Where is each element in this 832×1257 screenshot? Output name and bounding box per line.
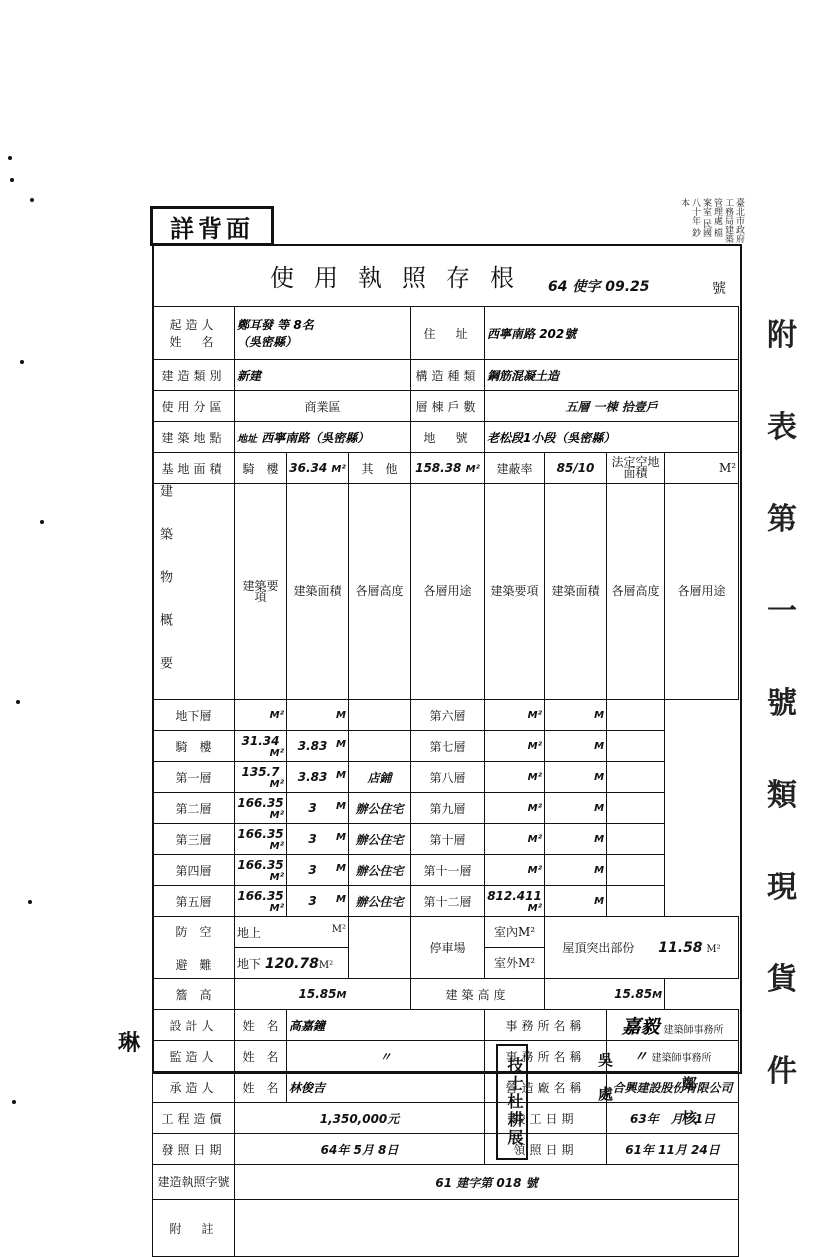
permit-row [153, 1165, 739, 1200]
site-lot-value: 老松段1小段（吳密縣） [485, 422, 739, 453]
parking-label [349, 917, 411, 979]
floor-row [153, 762, 739, 793]
area-row [153, 453, 739, 484]
right-margin-text [752, 290, 812, 1089]
cost-value: 1,350,000元 [235, 1103, 485, 1134]
floor-row [153, 700, 739, 731]
legal-open-value: M² [665, 453, 739, 484]
designer-label: 設計人 [153, 1010, 235, 1041]
coverage-value: 85/10 [545, 453, 607, 484]
scan-speck [8, 156, 12, 160]
col-item-left: 建築要項 [235, 484, 287, 700]
shelter-above: 地上 M² [235, 917, 349, 948]
floor-row [153, 824, 739, 855]
structure-label: 構造種類 [411, 360, 485, 391]
owner-row [153, 307, 739, 360]
eave-row [153, 979, 739, 1010]
floor-name: 第十一層 [411, 855, 485, 886]
cost-row [153, 1103, 739, 1134]
floor-row [153, 731, 739, 762]
zone-value: 商業區 [235, 391, 411, 422]
supervisor-row [153, 1041, 739, 1072]
parking-outdoor: 室外M² [485, 948, 545, 979]
scan-speck [10, 178, 14, 182]
designer-name-label: 姓 名 [235, 1010, 287, 1041]
contractor-label: 承造人 [153, 1072, 235, 1103]
other-value: 158.38 M² [411, 453, 485, 484]
floor-name: 第一層 [153, 762, 235, 793]
area-label: 基地面積 [153, 453, 235, 484]
floor-row [153, 886, 739, 917]
floor-height: 3.83 M [287, 731, 349, 762]
bldg-height-label: 建築高度 [411, 979, 545, 1010]
license-form-table [152, 306, 739, 1257]
supervisor-name-label: 姓 名 [235, 1041, 287, 1072]
floor-height: M [545, 731, 607, 762]
issue-row [153, 1134, 739, 1165]
supervisor-office-label: 事務所名稱 [485, 1041, 607, 1072]
floor-use [607, 886, 665, 917]
floors-label: 層棟戶數 [411, 391, 485, 422]
archive-stamp: 臺北市政府工務局建築管理處 檔案室 民國八十年 鈔本 [679, 198, 744, 243]
shelter-label: 防 空 避 難 [153, 917, 235, 979]
floor-height: 3 M [287, 793, 349, 824]
legal-open-label: 法定空地面積 [607, 453, 665, 484]
issue-value: 64年 5月 8日 [235, 1134, 485, 1165]
floor-height: 3.83 M [287, 762, 349, 793]
floor-area: M² [485, 762, 545, 793]
floor-area: M² [235, 700, 287, 731]
shelter-below: 地下 120.78M² [235, 948, 349, 979]
floor-height: M [545, 762, 607, 793]
eave-value: 15.85M [235, 979, 411, 1010]
scan-speck [28, 900, 32, 904]
floor-area: M² [485, 824, 545, 855]
floors-value: 五層 一棟 拾壹戶 [485, 391, 739, 422]
floor-name: 第六層 [411, 700, 485, 731]
col-height-right: 各層高度 [607, 484, 665, 700]
floor-use [607, 700, 665, 731]
scan-speck [40, 520, 44, 524]
zone-label: 使用分區 [153, 391, 235, 422]
supervisor-label: 監造人 [153, 1041, 235, 1072]
shelter-row [153, 917, 739, 948]
floor-rows [153, 700, 739, 917]
col-area-right: 建築面積 [545, 484, 607, 700]
zone-row [153, 391, 739, 422]
reviewer-stamp: 鄭 核 [680, 1076, 698, 1127]
other-label: 其 他 [349, 453, 411, 484]
technician-stamp: 技士杜耕展 [496, 1044, 528, 1160]
owner-value: 鄭耳發 等 8名 （吳密縣） [235, 307, 411, 360]
scan-speck [12, 1100, 16, 1104]
floor-area: 166.35 M² [235, 793, 287, 824]
col-height-left: 各層高度 [349, 484, 411, 700]
site-address-value: 地址 西寧南路（吳密縣） [235, 422, 411, 453]
floor-use [607, 793, 665, 824]
arcade-value: 36.34 M² [287, 453, 349, 484]
roof-cell: 屋頂突出部份 11.58 M² [545, 917, 739, 979]
floor-area: 166.35 M² [235, 855, 287, 886]
floor-name: 第十層 [411, 824, 485, 855]
floor-use: 辦公住宅 [349, 793, 411, 824]
receive-value: 61年 11月 24日 [607, 1134, 739, 1165]
designer-value: 高嘉鐘 [287, 1010, 485, 1041]
office-value: 嘉毅 建築師事務所 [607, 1010, 739, 1041]
col-use-right: 各層用途 [665, 484, 739, 700]
category-row [153, 360, 739, 391]
owner-label: 起造人 姓 名 [153, 307, 235, 360]
floor-use [607, 762, 665, 793]
floor-use [607, 855, 665, 886]
remark-value [235, 1200, 739, 1257]
col-area-left: 建築面積 [287, 484, 349, 700]
scan-speck [16, 700, 20, 704]
floor-name: 第八層 [411, 762, 485, 793]
floor-name: 第二層 [153, 793, 235, 824]
issue-label: 發照日期 [153, 1134, 235, 1165]
completion-value: 63年 月 1日 [607, 1103, 739, 1134]
receive-label: 領照日期 [485, 1134, 607, 1165]
contractor-row [153, 1072, 739, 1103]
floor-name: 第九層 [411, 793, 485, 824]
floor-area: M² [485, 793, 545, 824]
floor-use [607, 731, 665, 762]
floor-area: 166.35 M² [235, 886, 287, 917]
structure-value: 鋼筋混凝土造 [485, 360, 739, 391]
license-number: 64 使字 09.25 [548, 279, 650, 295]
right-margin-chars: 附表第一號類現貨件 [767, 318, 797, 1089]
floor-name: 第十二層 [411, 886, 485, 917]
floor-name: 騎 樓 [153, 731, 235, 762]
form-title: 使用執照存根 [270, 264, 534, 292]
address-label: 住 址 [411, 307, 485, 360]
floor-height: M [545, 855, 607, 886]
coverage-label: 建蔽率 [485, 453, 545, 484]
floor-use [607, 824, 665, 855]
contractor-name-label: 姓 名 [235, 1072, 287, 1103]
floor-area: 166.35 M² [235, 824, 287, 855]
office-label: 事務所名稱 [485, 1010, 607, 1041]
floor-height: 3 M [287, 824, 349, 855]
floor-use: 辦公住宅 [349, 886, 411, 917]
floor-height: 3 M [287, 886, 349, 917]
bldg-height-value: 15.85M [545, 979, 665, 1010]
floor-use [349, 731, 411, 762]
arcade-label: 騎 樓 [235, 453, 287, 484]
remark-row [153, 1200, 739, 1257]
firm-label: 營造廠名稱 [485, 1072, 607, 1103]
col-item-right: 建築要項 [485, 484, 545, 700]
section-chief-stamp: 吳 處 [596, 1052, 614, 1103]
floor-height: M [545, 824, 607, 855]
floor-use [349, 700, 411, 731]
floor-height: M [287, 700, 349, 731]
category-label: 建造類別 [153, 360, 235, 391]
floor-area: 31.34 M² [235, 731, 287, 762]
floor-row [153, 855, 739, 886]
floor-height: M [545, 886, 607, 917]
supervisor-value: 〃 [287, 1041, 485, 1072]
completion-label: 竣工日期 [485, 1103, 607, 1134]
cost-label: 工程造價 [153, 1103, 235, 1134]
floor-height: 3 M [287, 855, 349, 886]
floor-name: 第四層 [153, 855, 235, 886]
floor-name: 第五層 [153, 886, 235, 917]
parking-indoor: 室內M² [485, 917, 545, 948]
license-suffix: 號 [712, 281, 726, 297]
building-header-row [153, 484, 739, 700]
parking-label-cell: 停車場 [411, 917, 485, 979]
floor-use: 辦公住宅 [349, 855, 411, 886]
floor-area: M² [485, 731, 545, 762]
eave-label: 簷 高 [153, 979, 235, 1010]
building-summary-label: 建築物概要 [153, 484, 235, 700]
permit-label: 建造執照字號 [153, 1165, 235, 1200]
detail-back-stamp: 詳背面 [150, 206, 274, 246]
designer-row [153, 1010, 739, 1041]
site-row [153, 422, 739, 453]
floor-area: 812.411 M² [485, 886, 545, 917]
site-lot-label: 地 號 [411, 422, 485, 453]
floor-area: M² [485, 700, 545, 731]
floor-height: M [545, 700, 607, 731]
left-margin-mark: 琳 [118, 1030, 141, 1056]
floor-name: 第七層 [411, 731, 485, 762]
firm-value: 合興建設股份有限公司 [607, 1072, 739, 1103]
col-use-left: 各層用途 [411, 484, 485, 700]
floor-use: 店鋪 [349, 762, 411, 793]
supervisor-office-value: 〃 建築師事務所 [607, 1041, 739, 1072]
floor-area: M² [485, 855, 545, 886]
scan-speck [30, 198, 34, 202]
scan-speck [20, 360, 24, 364]
floor-area: 135.7 M² [235, 762, 287, 793]
contractor-value: 林俊吉 [287, 1072, 485, 1103]
category-value: 新建 [235, 360, 411, 391]
floor-name: 第三層 [153, 824, 235, 855]
address-value: 西寧南路 202號 [485, 307, 739, 360]
remark-label: 附 註 [153, 1200, 235, 1257]
floor-height: M [545, 793, 607, 824]
permit-value: 61 建字第 018 號 [235, 1165, 739, 1200]
floor-row [153, 793, 739, 824]
floor-name: 地下層 [153, 700, 235, 731]
floor-use: 辦公住宅 [349, 824, 411, 855]
site-label: 建築地點 [153, 422, 235, 453]
